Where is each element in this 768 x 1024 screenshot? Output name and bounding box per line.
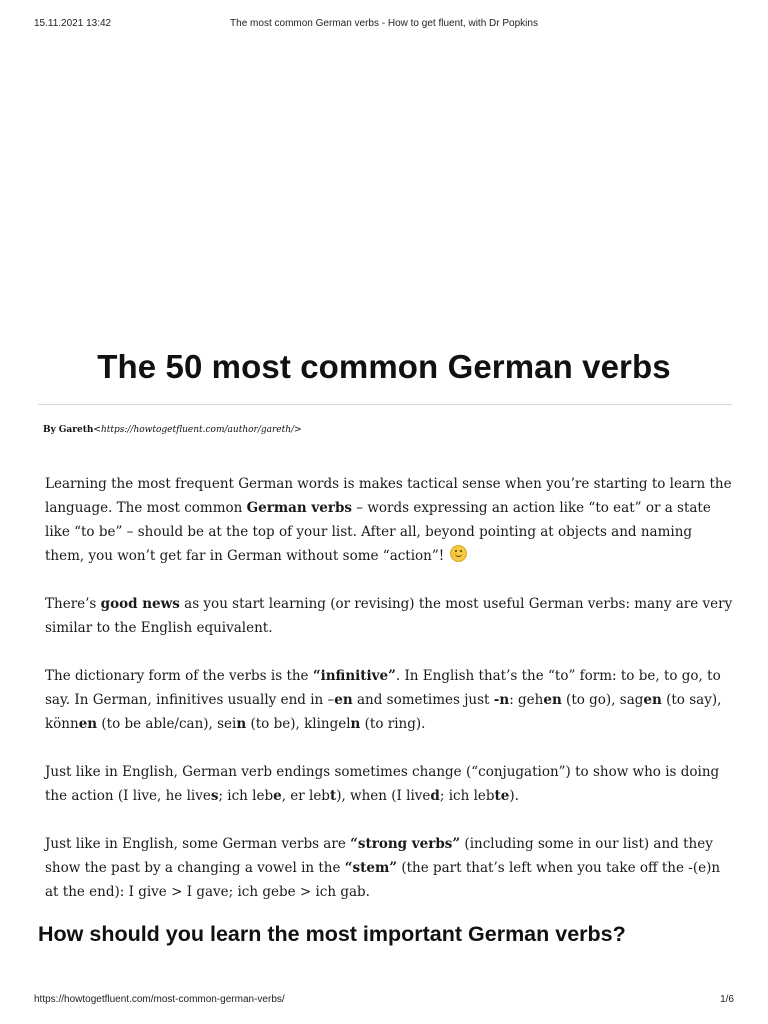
text: ). xyxy=(509,788,519,804)
text: (the part that’s left when you take off the -(e)n at the end): I give > I gave; ich gebe > ich gab. xyxy=(45,860,721,900)
bold-text: en xyxy=(78,716,98,732)
section-heading: How should you learn the most important German verbs? xyxy=(38,922,626,946)
bold-text: d xyxy=(430,788,440,804)
text: Just like in English, German verb endings sometimes change (“conjugation”) to show who is doing the action (I live, he live xyxy=(45,764,720,804)
bold-text: en xyxy=(334,692,353,708)
byline-author[interactable]: Gareth xyxy=(58,425,94,435)
text: (to go), sag xyxy=(561,692,644,708)
bold-text: e xyxy=(273,788,282,804)
bold-text: te xyxy=(494,788,510,804)
byline xyxy=(43,425,302,435)
bold-text: s xyxy=(210,788,219,804)
bold-text: “strong verbs” xyxy=(350,836,461,852)
text: (including some in our list) and they show the past by a changing a vowel in the xyxy=(45,836,713,876)
bold-text: “stem” xyxy=(344,860,398,876)
byline-by: By xyxy=(43,425,56,435)
text: ), when (I live xyxy=(336,788,431,804)
paragraph-intro xyxy=(45,472,735,568)
smiley-icon xyxy=(450,545,467,562)
author-link[interactable]: <https://howtogetfluent.com/author/gareth/> xyxy=(93,425,302,435)
page-url: https://howtogetfluent.com/most-common-german-verbs/ xyxy=(34,994,285,1005)
text: (to say), könn xyxy=(45,692,722,732)
text: – words expressing an action like “to eat” or a state like “to be” – should be at the top of your list. After all, beyond pointing at objects and naming them, you won’t get far in German without some “action”! xyxy=(45,500,711,564)
bold-text: n xyxy=(236,716,247,732)
bold-text: t xyxy=(329,788,337,804)
print-header xyxy=(34,18,734,32)
bold-text: en xyxy=(543,692,562,708)
text: The dictionary form of the verbs is the xyxy=(45,668,313,684)
print-footer xyxy=(34,994,734,1008)
text: , er leb xyxy=(281,788,330,804)
paragraph-infinitive xyxy=(45,664,735,736)
paragraph-strong-verbs xyxy=(45,832,735,904)
text: (to be), klingel xyxy=(246,716,351,732)
text: Just like in English, some German verbs are xyxy=(45,836,351,852)
text: (to ring). xyxy=(360,716,426,732)
text: and sometimes just xyxy=(352,692,494,708)
text: There’s xyxy=(45,596,101,612)
bold-text: n xyxy=(350,716,361,732)
page-number: 1/6 xyxy=(720,994,734,1005)
text: ; ich leb xyxy=(218,788,274,804)
bold-text: en xyxy=(643,692,662,708)
text: as you start learning (or revising) the most useful German verbs: many are very similar to the English equivalent. xyxy=(45,596,733,636)
bold-text: “infinitive” xyxy=(312,668,396,684)
paragraph-good-news xyxy=(45,592,735,640)
text: Learning the most frequent German words is makes tactical sense when you’re starting to learn the language. The most common xyxy=(45,476,732,516)
text: ; ich leb xyxy=(439,788,495,804)
bold-text: good news xyxy=(100,596,180,612)
paragraph-conjugation xyxy=(45,760,735,808)
article-title: The 50 most common German verbs xyxy=(97,348,671,385)
bold-text: German verbs xyxy=(246,500,352,516)
title-divider xyxy=(38,404,732,405)
text: . In English that’s the “to” form: to be, to go, to say. In German, infinitives usually end in – xyxy=(45,668,721,708)
article-body xyxy=(45,472,735,928)
print-datetime: 15.11.2021 13:42 xyxy=(34,18,112,29)
print-page-title: The most common German verbs - How to get fluent, with Dr Popkins xyxy=(230,18,538,29)
bold-text: -n xyxy=(493,692,510,708)
text: : geh xyxy=(509,692,544,708)
text: (to be able/can), sei xyxy=(97,716,237,732)
